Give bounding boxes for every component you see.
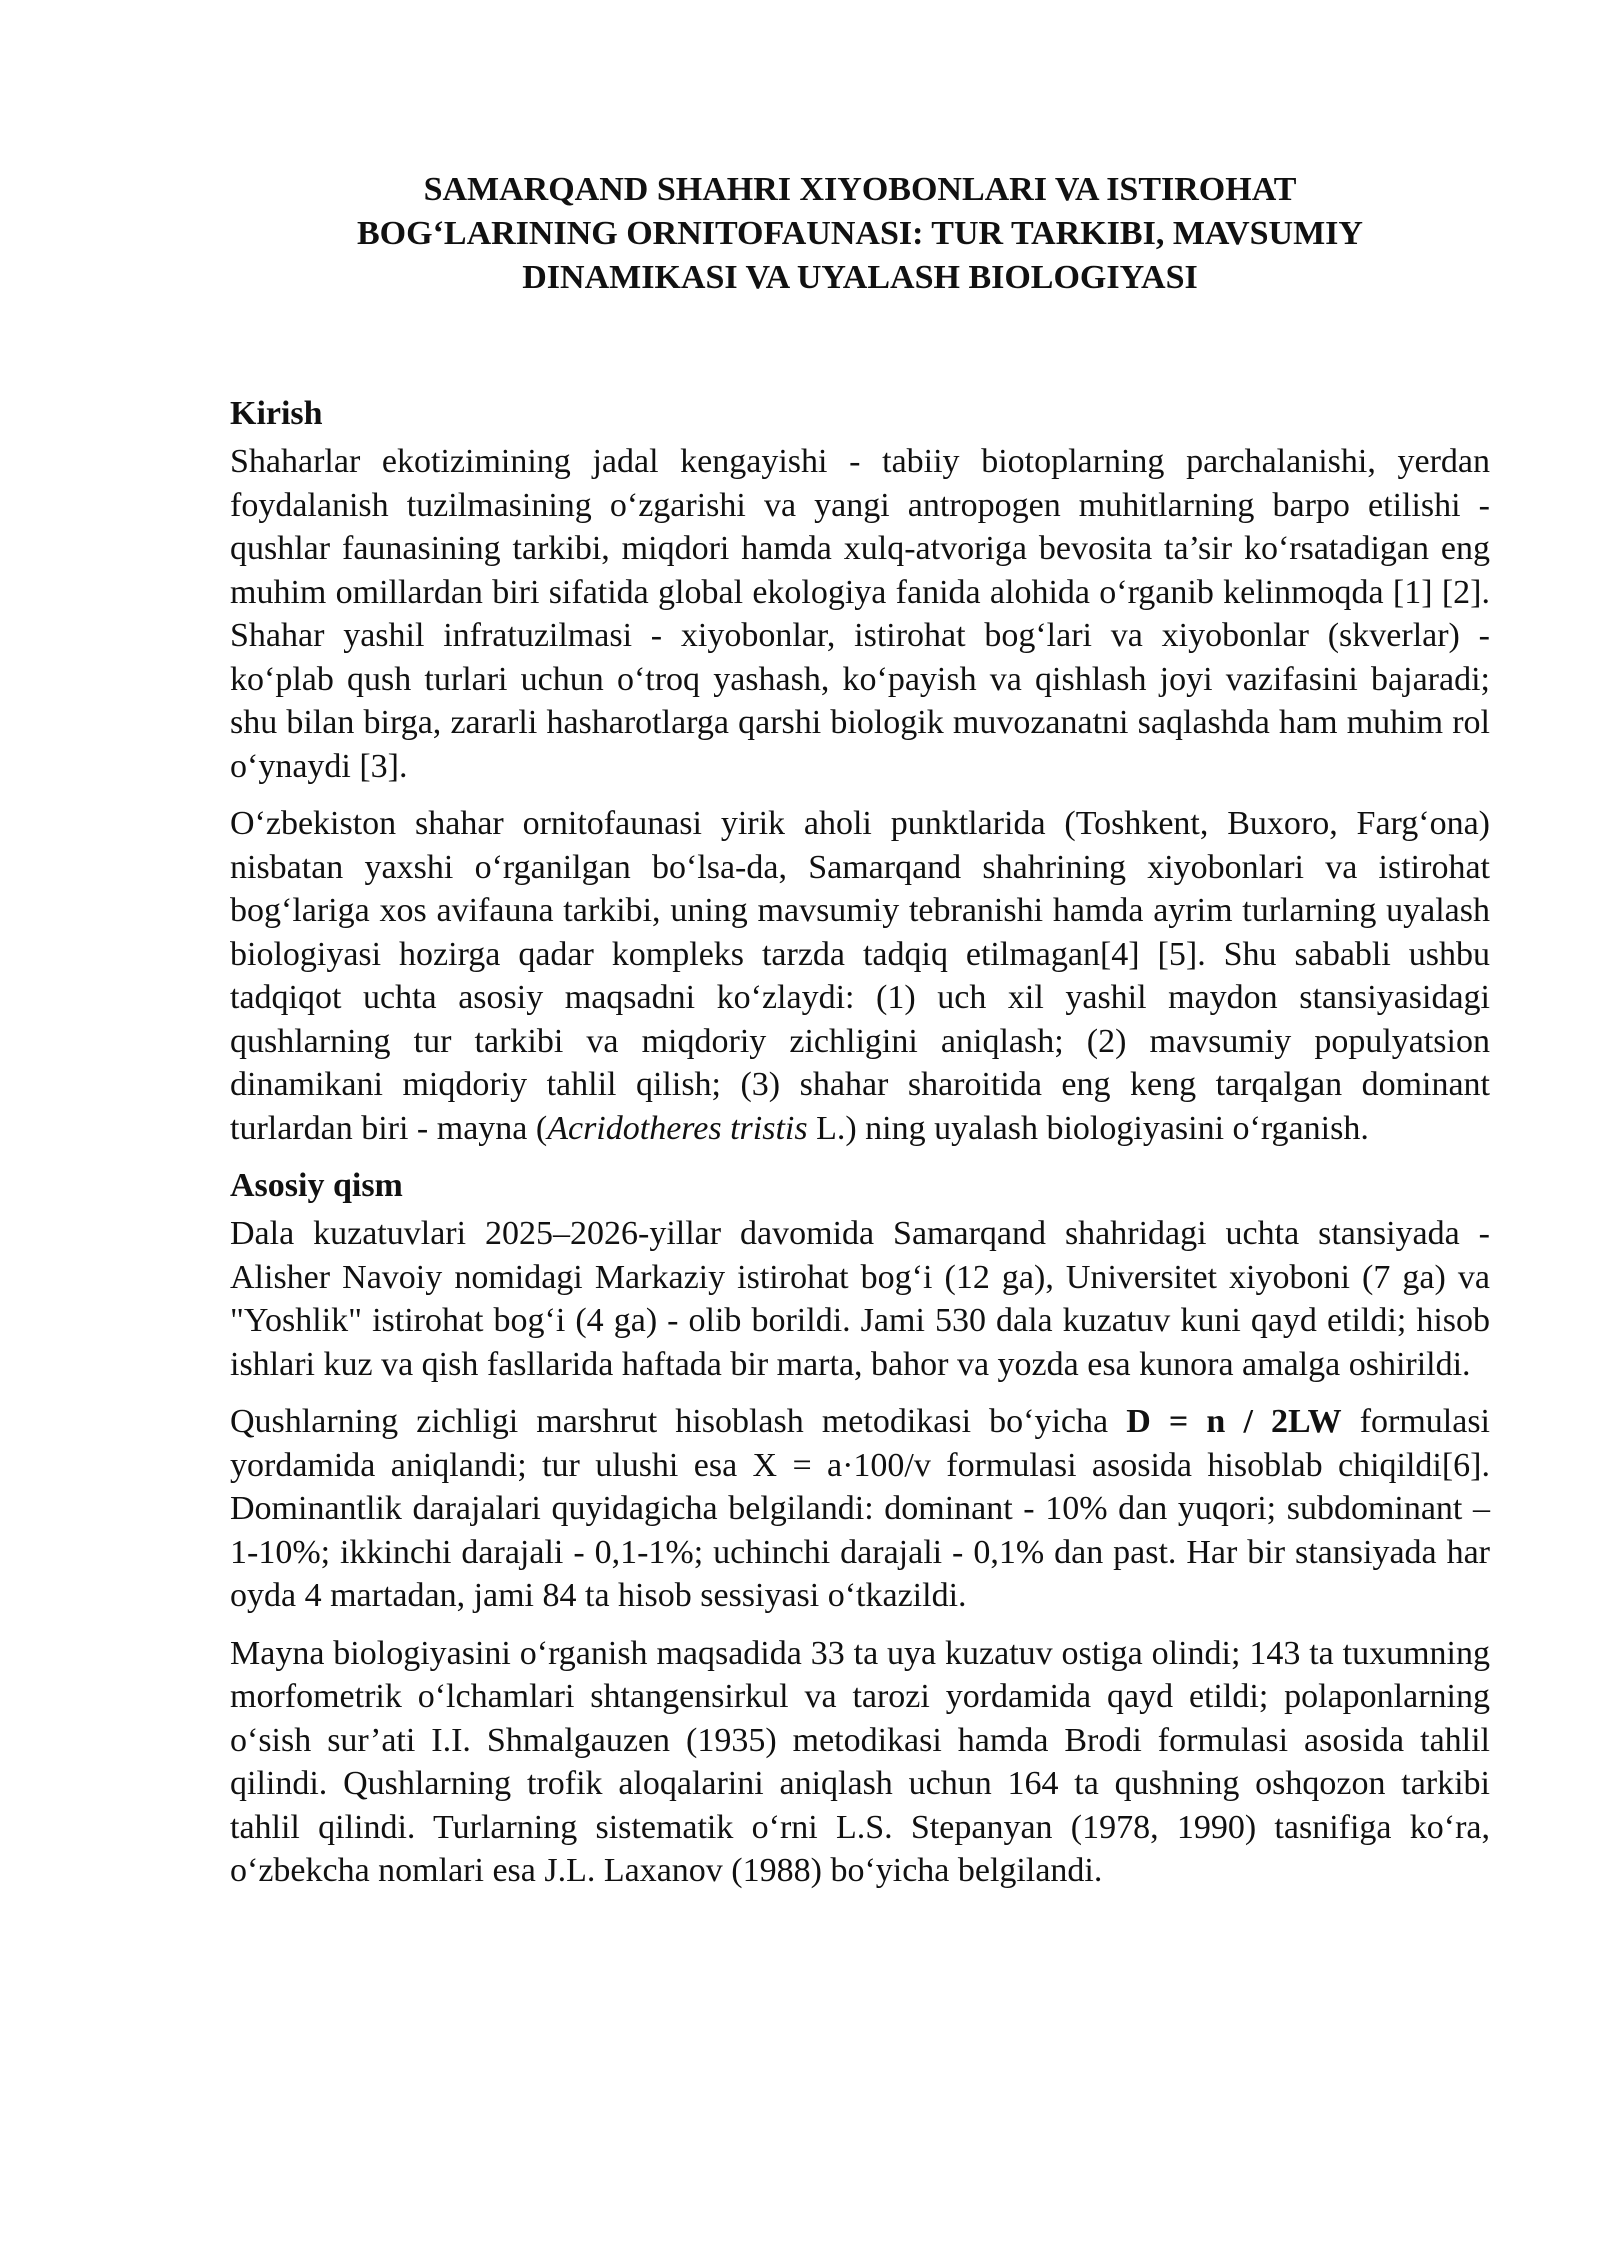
paragraph-text: formulasi yordamida aniqlandi; tur ulushi esa X = a·100/v formulasi asosida hisoblab chiqildi[6]. Dominantlik darajalari quyidagicha belgilandi: dominant - 10% dan yuqori; subdominant – 1-10%; ikkinchi darajali - 0,1-1%; uchinchi darajali - 0,1% dan past. Har bir stansiyada har oyda 4 martadan, jami 84 ta hisob sessiyasi o‘tkazildi. — [230, 1403, 1491, 1614]
document-page — [230, 168, 1490, 1907]
paragraph-text: O‘zbekiston shahar ornitofaunasi yirik aholi punktlarida (Toshkent, Buxoro, Farg‘ona) nisbatan yaxshi o‘rganilgan bo‘lsa-da, Samarqand shahrining xiyobonlari va istirohat bog‘lariga xos avifauna tarkibi, uning mavsumiy tebranishi hamda ayrim turlarning uyalash biologiyasi hozirga qadar kompleks tarzda tadqiq etilmagan[4] [5]. Shu sababli ushbu tadqiqot uchta asosiy maqsadni ko‘zlaydi: (1) uch xil yashil maydon stansiyasidagi qushlarning tur tarkibi va miqdoriy zichligini aniqlash; (2) mavsumiy populyatsion dinamikani miqdoriy tahlil qilish; (3) shahar sharoitida eng keng tarqalgan dominant turlardan biri - mayna ( — [230, 805, 1490, 1147]
paper-title — [230, 168, 1490, 300]
main-paragraph-2 — [230, 1400, 1490, 1618]
paragraph-text: Qushlarning zichligi marshrut hisoblash metodikasi bo‘yicha — [230, 1403, 1127, 1440]
title-line-1: SAMARQAND SHAHRI XIYOBONLARI VA ISTIROHAT — [423, 171, 1297, 208]
section-heading-kirish: Kirish — [230, 395, 323, 432]
intro-paragraph-1: Shaharlar ekotizimining jadal kengayishi - tabiiy biotoplarning parchalanishi, yerdan foydalanish tuzilmasining o‘zgarishi va yangi antropogen muhitlarning barpo etilishi - qushlar faunasining tarkibi, miqdori hamda xulq-atvoriga bevosita ta’sir ko‘rsatadigan eng muhim omillardan biri sifatida global ekologiya fanida alohida o‘rganib kelinmoqda [1] [2]. Shahar yashil infratuzilmasi - xiyobonlar, istirohat bog‘lari va xiyobonlar (skverlar) - ko‘plab qush turlari uchun o‘troq yashash, ko‘payish va qishlash joyi vazifasini bajaradi; shu bilan birga, zararli hasharotlarga qarshi biologik muvozanatni saqlashda ham muhim rol o‘ynaydi [3]. — [230, 443, 1490, 785]
title-line-3: DINAMIKASI VA UYALASH BIOLOGIYASI — [522, 259, 1198, 296]
intro-paragraph-2 — [230, 802, 1490, 1150]
density-formula: D = n / 2LW — [1126, 1403, 1342, 1440]
main-paragraph-1: Dala kuzatuvlari 2025–2026-yillar davomida Samarqand shahridagi uchta stansiyada - Alisher Navoiy nomidagi Markaziy istirohat bog‘i (12 ga), Universitet xiyoboni (7 ga) va "Yoshlik" istirohat bog‘i (4 ga) - olib borildi. Jami 530 dala kuzatuv kuni qayd etildi; hisob ishlari kuz va qish fasllarida haftada bir marta, bahor va yozda esa kunora amalga oshirildi. — [230, 1215, 1490, 1383]
title-line-2: BOG‘LARINING ORNITOFAUNASI: TUR TARKIBI, MAVSUMIY — [357, 215, 1363, 252]
species-name-italic: Acridotheres tristis — [547, 1109, 808, 1147]
section-heading-asosiy-qism: Asosiy qism — [230, 1167, 403, 1204]
paragraph-text: L.) ning uyalash biologiyasini o‘rganish. — [807, 1109, 1369, 1147]
main-paragraph-3: Mayna biologiyasini o‘rganish maqsadida 33 ta uya kuzatuv ostiga olindi; 143 ta tuxumning morfometrik o‘lchamlari shtangensirkul va tarozi yordamida qayd etildi; polaponlarning o‘sish sur’ati I.I. Shmalgauzen (1935) metodikasi hamda Brodi formulasi asosida tahlil qilindi. Qushlarning trofik aloqalarini aniqlash uchun 164 ta qushning oshqozon tarkibi tahlil qilindi. Turlarning sistematik o‘rni L.S. Stepanyan (1978, 1990) tasnifiga ko‘ra, o‘zbekcha nomlari esa J.L. Laxanov (1988) bo‘yicha belgilandi. — [230, 1634, 1490, 1889]
